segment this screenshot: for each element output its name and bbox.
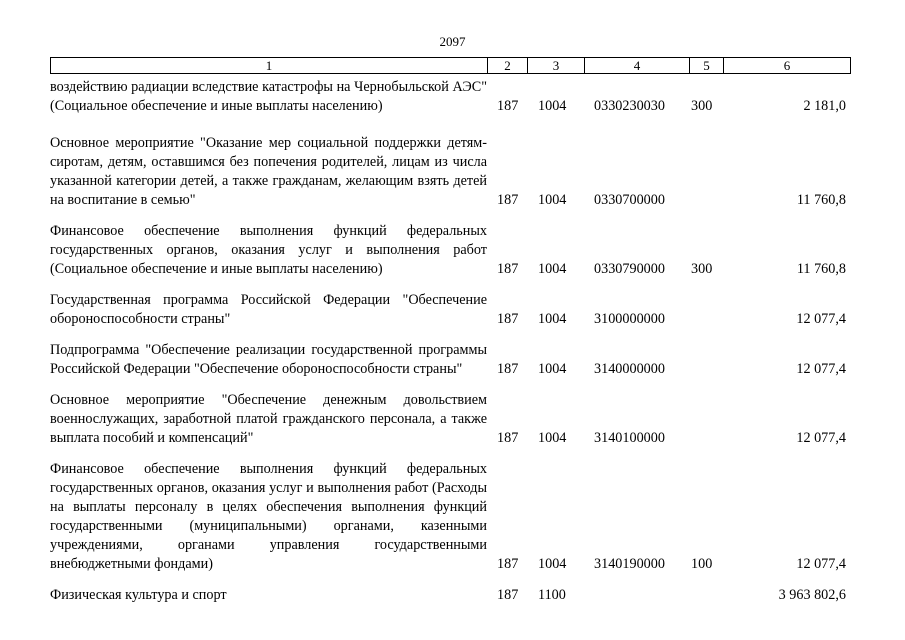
row-amount: 12 077,4 [796, 311, 846, 327]
table-row [50, 78, 850, 116]
row-description: Финансовое обеспечение выполнения функций федеральных государственных органов, оказания услуг и выполнения работ (Расходы на выплаты персоналу в целях обеспечения выполнения функций государственными (муниципальными) органами, казенными учреждениями, органами управления государственными внебюджетными фондами) [50, 461, 487, 572]
row-expense-type: 300 [691, 261, 713, 277]
row-section-code: 1100 [538, 587, 566, 603]
header-col-4: 4 [585, 58, 690, 74]
row-section-code: 1004 [538, 311, 567, 327]
row-amount: 12 077,4 [796, 556, 846, 572]
row-amount: 12 077,4 [796, 430, 846, 446]
row-section-code: 1004 [538, 430, 567, 446]
row-target-code: 3140190000 [594, 556, 665, 572]
row-description: Основное мероприятие "Оказание мер социальной поддержки детям-сиротам, детям, оставшимся без попечения родителей, лицам из числа указанной категории детей, а также гражданам, желающим взять детей на воспитание в семью" [50, 135, 487, 208]
column-header-row [50, 57, 851, 74]
row-amount: 12 077,4 [796, 361, 846, 377]
header-col-1: 1 [51, 58, 488, 74]
table-row [50, 586, 850, 605]
header-col-5: 5 [690, 58, 724, 74]
header-col-6: 6 [724, 58, 851, 74]
table-row [50, 222, 850, 279]
row-ministry-code: 187 [497, 192, 519, 208]
row-description: Подпрограмма "Обеспечение реализации государственной программы Российской Федерации "Обеспечение обороноспособности страны" [50, 342, 487, 377]
row-target-code: 3140100000 [594, 430, 665, 446]
row-section-code: 1004 [538, 556, 567, 572]
header-col-2: 2 [488, 58, 528, 74]
row-description: Физическая культура и спорт [50, 587, 227, 603]
row-ministry-code: 187 [497, 556, 519, 572]
row-ministry-code: 187 [497, 261, 519, 277]
row-expense-type: 300 [691, 98, 713, 114]
row-section-code: 1004 [538, 261, 567, 277]
row-target-code: 3140000000 [594, 361, 665, 377]
row-target-code: 0330230030 [594, 98, 665, 114]
row-amount: 11 760,8 [796, 192, 846, 208]
row-target-code: 0330790000 [594, 261, 665, 277]
row-description: Финансовое обеспечение выполнения функций федеральных государственных органов, оказания услуг и выполнения работ (Социальное обеспечение и иные выплаты населению) [50, 223, 487, 277]
row-target-code: 3100000000 [594, 311, 665, 327]
row-description: воздействию радиации вследствие катастрофы на Чернобыльской АЭС" (Социальное обеспечение и иные выплаты населению) [50, 79, 487, 114]
row-ministry-code: 187 [497, 587, 519, 603]
budget-table-body [50, 78, 850, 605]
row-ministry-code: 187 [497, 98, 519, 114]
row-section-code: 1004 [538, 361, 567, 377]
header-col-3: 3 [528, 58, 585, 74]
table-row [50, 341, 850, 379]
row-description: Основное мероприятие "Обеспечение денежным довольствием военнослужащих, заработной платой гражданского персонала, а также выплата пособий и компенсаций" [50, 392, 487, 446]
row-target-code: 0330700000 [594, 192, 665, 208]
row-section-code: 1004 [538, 192, 567, 208]
row-ministry-code: 187 [497, 430, 519, 446]
row-amount: 3 963 802,6 [778, 587, 846, 603]
table-row [50, 460, 850, 574]
row-expense-type: 100 [691, 556, 713, 572]
row-amount: 2 181,0 [803, 98, 846, 114]
table-row [50, 291, 850, 329]
row-description: Государственная программа Российской Федерации "Обеспечение обороноспособности страны" [50, 292, 487, 327]
table-row [50, 134, 850, 210]
page-number: 2097 [439, 34, 466, 49]
row-amount: 11 760,8 [796, 261, 846, 277]
table-row [50, 391, 850, 448]
row-ministry-code: 187 [497, 361, 519, 377]
row-section-code: 1004 [538, 98, 567, 114]
row-ministry-code: 187 [497, 311, 519, 327]
